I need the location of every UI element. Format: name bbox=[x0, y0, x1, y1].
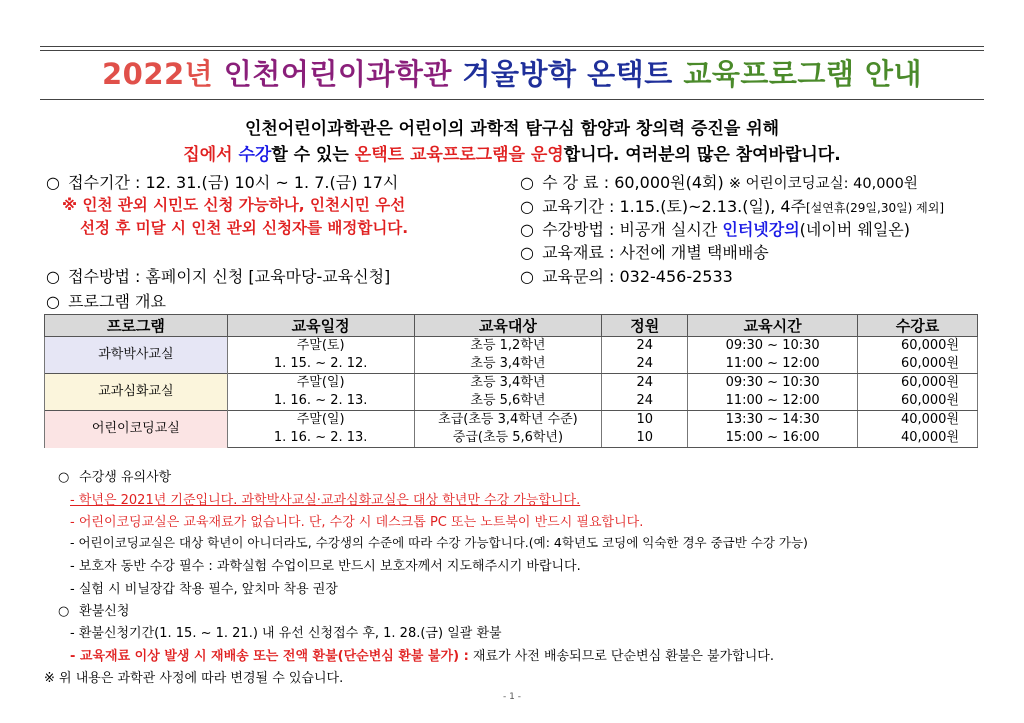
contact-text: 교육문의 : 032-456-2533 bbox=[542, 267, 733, 286]
schedule-cell: 1. 16. ~ 2. 13. bbox=[227, 429, 414, 448]
table-row bbox=[45, 374, 978, 393]
title-program: 교육프로그램 안내 bbox=[683, 57, 923, 91]
fee-info bbox=[520, 170, 918, 193]
caution-note-1: - 학년은 2021년 기준입니다. 과학박사교실·교과심화교실은 대상 학년만 수강 가능합니다. bbox=[70, 493, 581, 508]
top-rule-1 bbox=[40, 46, 984, 47]
material-info bbox=[520, 240, 769, 263]
coding-fee-note: ※ 어린이코딩교실: 40,000원 bbox=[728, 176, 918, 192]
time-cell: 11:00 ~ 12:00 bbox=[688, 355, 858, 374]
page-number: - 1 - bbox=[503, 692, 521, 702]
schedule-cell: 주말(토) bbox=[227, 337, 414, 356]
fee-cell: 40,000원 bbox=[858, 411, 978, 430]
intro-can: 할 수 있는 bbox=[271, 145, 355, 165]
circle-bullet: ○ bbox=[520, 197, 534, 216]
circle-bullet: ○ bbox=[46, 173, 60, 192]
caution-title bbox=[58, 466, 171, 485]
program-name: 어린이코딩교실 bbox=[45, 411, 228, 448]
top-rule-2 bbox=[40, 50, 984, 51]
target-cell: 초급(초등 3,4학년 수준) bbox=[414, 411, 602, 430]
time-cell: 15:00 ~ 16:00 bbox=[688, 429, 858, 448]
receipt-method-text: 접수방법 : 홈페이지 신청 [교육마당-교육신청] bbox=[68, 267, 391, 286]
schedule-cell: 1. 16. ~ 2. 13. bbox=[227, 392, 414, 411]
method-info bbox=[520, 217, 910, 240]
intro-ontact: 온택트 교육프로그램을 운영 bbox=[354, 145, 564, 165]
title-rule bbox=[40, 99, 984, 100]
capacity-cell: 10 bbox=[602, 411, 688, 430]
title-season: 겨울방학 온택트 bbox=[462, 57, 684, 91]
time-cell: 09:30 ~ 10:30 bbox=[688, 337, 858, 356]
receipt-period-text: 접수기간 : 12. 31.(금) 10시 ~ 1. 7.(금) 17시 bbox=[68, 173, 399, 192]
receipt-period bbox=[46, 170, 398, 193]
intro-home: 집에서 bbox=[183, 145, 239, 165]
page-title bbox=[0, 52, 1024, 93]
notice-line-1: ※ 인천 관외 시민도 신청 가능하나, 인천시민 우선 bbox=[62, 196, 406, 214]
header-target: 교육대상 bbox=[414, 315, 602, 337]
circle-bullet: ○ bbox=[46, 292, 60, 311]
notice-line-2: 선정 후 미달 시 인천 관외 신청자를 배정합니다. bbox=[80, 219, 409, 237]
title-org: 인천어린이과학관 bbox=[223, 57, 463, 91]
program-name: 교과심화교실 bbox=[45, 374, 228, 411]
term-info bbox=[520, 194, 944, 217]
program-overview-text: 프로그램 개요 bbox=[68, 292, 166, 311]
fee-cell: 60,000원 bbox=[858, 355, 978, 374]
capacity-cell: 10 bbox=[602, 429, 688, 448]
capacity-cell: 24 bbox=[602, 337, 688, 356]
caution-note-5: - 실험 시 비닐장갑 착용 필수, 앞치마 착용 권장 bbox=[70, 582, 338, 597]
circle-bullet: ○ bbox=[58, 604, 70, 619]
caution-note-4: - 보호자 동반 수강 필수 : 과학실험 수업이므로 반드시 보호자께서 지도해주시기 바랍니다. bbox=[70, 559, 581, 574]
time-cell: 13:30 ~ 14:30 bbox=[688, 411, 858, 430]
intro-study: 수강 bbox=[238, 145, 272, 165]
capacity-cell: 24 bbox=[602, 355, 688, 374]
receipt-method bbox=[46, 264, 390, 287]
method-text: 수강방법 : 비공개 실시간 bbox=[542, 220, 723, 239]
circle-bullet: ○ bbox=[520, 173, 534, 192]
table-row bbox=[45, 337, 978, 356]
table-row bbox=[45, 411, 978, 430]
header-time: 교육시간 bbox=[688, 315, 858, 337]
refund-note-2 bbox=[70, 645, 774, 664]
program-table bbox=[44, 314, 978, 448]
caution-note-2: - 어린이코딩교실은 교육재료가 없습니다. 단, 수강 시 데스크톱 PC 또는 노트북이 반드시 필요합니다. bbox=[70, 515, 644, 530]
circle-bullet: ○ bbox=[520, 220, 534, 239]
fee-cell: 60,000원 bbox=[858, 392, 978, 411]
capacity-cell: 24 bbox=[602, 374, 688, 393]
time-cell: 09:30 ~ 10:30 bbox=[688, 374, 858, 393]
schedule-cell: 1. 15. ~ 2. 12. bbox=[227, 355, 414, 374]
fee-text: 수 강 료 : 60,000원(4회) bbox=[542, 173, 729, 192]
fee-cell: 60,000원 bbox=[858, 337, 978, 356]
refund-title bbox=[58, 600, 129, 619]
header-fee: 수강료 bbox=[858, 315, 978, 337]
refund-note-1: - 환불신청기간(1. 15. ~ 1. 21.) 내 유선 신청접수 후, 1. 28.(금) 일괄 환불 bbox=[70, 626, 502, 641]
holiday-note: [설연휴(29일,30일) 제외] bbox=[806, 201, 945, 215]
material-text: 교육재료 : 사전에 개별 택배배송 bbox=[542, 243, 769, 262]
title-year: 2022년 bbox=[101, 57, 224, 91]
refund-red-text: - 교육재료 이상 발생 시 재배송 또는 전액 환불(단순변심 환불 불가) : bbox=[70, 649, 469, 664]
circle-bullet: ○ bbox=[520, 267, 534, 286]
target-cell: 초등 1,2학년 bbox=[414, 337, 602, 356]
term-text: 교육기간 : 1.15.(토)~2.13.(일), 4주 bbox=[542, 197, 806, 216]
caution-title-text: 수강생 유의사항 bbox=[79, 470, 172, 485]
header-program: 프로그램 bbox=[45, 315, 228, 337]
circle-bullet: ○ bbox=[520, 243, 534, 262]
program-overview bbox=[46, 289, 166, 312]
program-name: 과학박사교실 bbox=[45, 337, 228, 374]
internet-lecture: 인터넷강의 bbox=[722, 220, 800, 239]
intro-end: 합니다. 여러분의 많은 참여바랍니다. bbox=[563, 145, 841, 165]
whale-on: (네이버 웨일온) bbox=[799, 220, 910, 239]
schedule-cell: 주말(일) bbox=[227, 411, 414, 430]
footer-note: ※ 위 내용은 과학관 사정에 따라 변경될 수 있습니다. bbox=[44, 671, 344, 686]
header-capacity: 정원 bbox=[602, 315, 688, 337]
target-cell: 중급(초등 5,6학년) bbox=[414, 429, 602, 448]
refund-title-text: 환불신청 bbox=[79, 604, 130, 619]
fee-cell: 60,000원 bbox=[858, 374, 978, 393]
table-header-row bbox=[45, 315, 978, 337]
schedule-cell: 주말(일) bbox=[227, 374, 414, 393]
caution-note-3: - 어린이코딩교실은 대상 학년이 아니더라도, 수강생의 수준에 따라 수강 가능합니다.(예: 4학년도 코딩에 익숙한 경우 중급반 수강 가능) bbox=[70, 535, 808, 550]
circle-bullet: ○ bbox=[58, 470, 70, 485]
capacity-cell: 24 bbox=[602, 392, 688, 411]
intro-line-2 bbox=[0, 140, 1024, 165]
header-schedule: 교육일정 bbox=[227, 315, 414, 337]
circle-bullet: ○ bbox=[46, 267, 60, 286]
contact-info bbox=[520, 264, 733, 287]
target-cell: 초등 3,4학년 bbox=[414, 374, 602, 393]
refund-plain-text: 재료가 사전 배송되므로 단순변심 환불은 불가합니다. bbox=[468, 649, 774, 664]
intro-line-1: 인천어린이과학관은 어린이의 과학적 탐구심 함양과 창의력 증진을 위해 bbox=[244, 119, 780, 139]
target-cell: 초등 5,6학년 bbox=[414, 392, 602, 411]
time-cell: 11:00 ~ 12:00 bbox=[688, 392, 858, 411]
fee-cell: 40,000원 bbox=[858, 429, 978, 448]
target-cell: 초등 3,4학년 bbox=[414, 355, 602, 374]
